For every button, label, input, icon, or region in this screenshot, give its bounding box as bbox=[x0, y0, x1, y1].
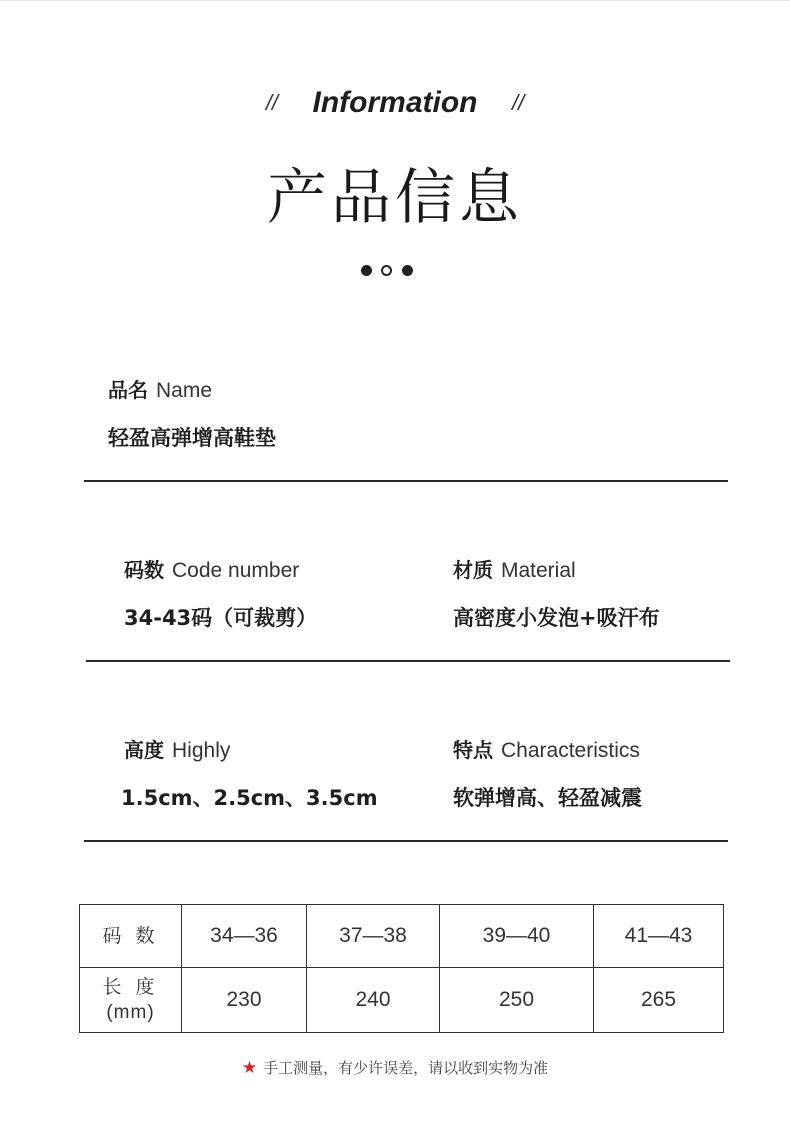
table-cell: 37—38 bbox=[307, 905, 440, 968]
feature-label-cn: 特点 bbox=[453, 738, 493, 762]
divider bbox=[86, 660, 730, 662]
decorative-dots bbox=[361, 265, 421, 277]
code-value: 34-43码（可裁剪） bbox=[124, 606, 318, 630]
table-cell: 250 bbox=[440, 968, 594, 1033]
material-label-cn: 材质 bbox=[453, 558, 493, 582]
material-value: 高密度小发泡+吸汗布 bbox=[453, 606, 660, 630]
table-row-length bbox=[80, 968, 724, 1033]
star-icon: ★ bbox=[241, 1058, 258, 1078]
table-cell: 265 bbox=[594, 968, 724, 1033]
top-divider bbox=[0, 0, 790, 1]
material-label-en: Material bbox=[501, 559, 576, 582]
row-header-length-label: 长 度 bbox=[102, 976, 159, 998]
hollow-dot-icon bbox=[381, 265, 392, 276]
filled-dot-icon bbox=[361, 265, 372, 276]
table-cell: 34—36 bbox=[182, 905, 307, 968]
feature-value: 软弹增高、轻盈减震 bbox=[453, 786, 642, 810]
table-cell: 230 bbox=[182, 968, 307, 1033]
note-text: 手工测量，有少许误差，请以收到实物为准 bbox=[263, 1059, 549, 1077]
size-table bbox=[79, 904, 724, 1033]
feature-label-en: Characteristics bbox=[501, 739, 640, 762]
slash-right: // bbox=[511, 90, 525, 115]
title-english: Information bbox=[312, 86, 478, 119]
header-english bbox=[0, 86, 790, 120]
code-label-cn: 码数 bbox=[124, 558, 164, 582]
row-header-length-unit: (mm) bbox=[106, 1002, 155, 1023]
name-label-cn: 品名 bbox=[108, 378, 148, 402]
height-label bbox=[124, 734, 230, 763]
height-label-en: Highly bbox=[172, 739, 231, 762]
measurement-note bbox=[0, 1057, 790, 1078]
table-cell: 41—43 bbox=[594, 905, 724, 968]
name-label-en: Name bbox=[156, 379, 213, 402]
filled-dot-icon bbox=[402, 265, 413, 276]
table-cell: 240 bbox=[307, 968, 440, 1033]
material-label bbox=[453, 554, 576, 583]
table-row-size bbox=[80, 905, 724, 968]
page-title: 产品信息 bbox=[267, 163, 523, 233]
name-value: 轻盈高弹增高鞋垫 bbox=[108, 426, 276, 450]
row-header-size: 码 数 bbox=[80, 905, 182, 968]
code-label-en: Code number bbox=[172, 559, 300, 582]
table-cell: 39—40 bbox=[440, 905, 594, 968]
row-header-length bbox=[80, 968, 182, 1033]
divider bbox=[84, 480, 728, 482]
code-label bbox=[124, 554, 299, 583]
feature-label bbox=[453, 734, 640, 763]
height-label-cn: 高度 bbox=[124, 738, 164, 762]
name-label bbox=[108, 374, 212, 403]
divider bbox=[84, 840, 728, 842]
height-value: 1.5cm、2.5cm、3.5cm bbox=[121, 786, 378, 810]
slash-left: // bbox=[265, 90, 279, 115]
